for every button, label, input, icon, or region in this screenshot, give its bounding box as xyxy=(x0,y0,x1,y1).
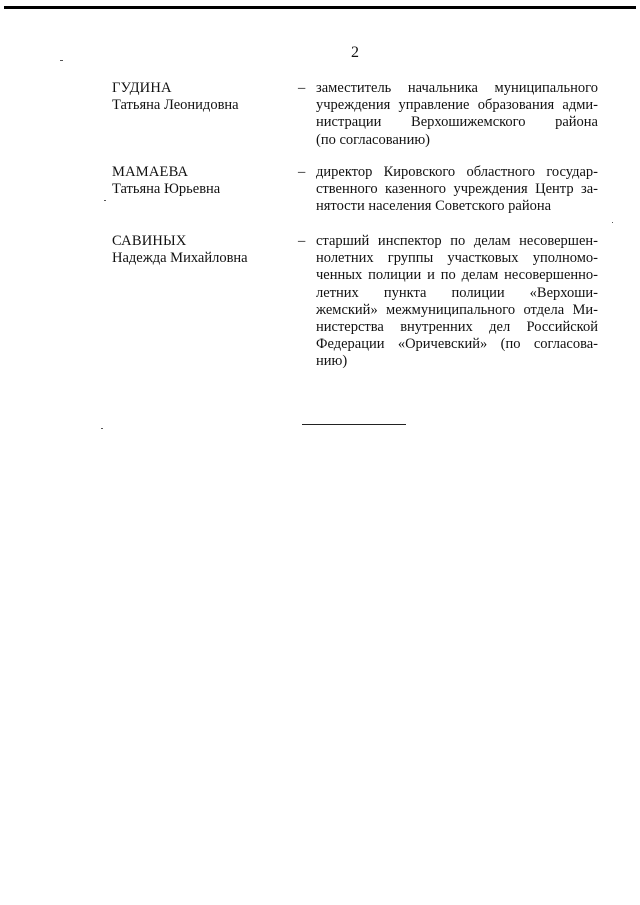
role-line: учреждения управление образования адми- xyxy=(316,97,598,114)
scan-speck xyxy=(612,222,613,223)
role-line: заместитель начальника муниципального xyxy=(316,80,598,96)
top-border-line xyxy=(4,6,636,9)
role-line: нистрации Верхошижемского района xyxy=(316,114,598,131)
role-line: (по согласованию) xyxy=(316,131,430,148)
entry-dash: – xyxy=(298,164,306,180)
scan-speck xyxy=(101,428,103,429)
member-given-names: Татьяна Леонидовна xyxy=(112,97,239,113)
scan-speck xyxy=(104,200,106,201)
role-line: директор Кировского областного государ- xyxy=(316,164,598,180)
end-separator-line xyxy=(302,424,406,425)
page-number: 2 xyxy=(351,44,359,61)
role-line: нятости населения Советского района xyxy=(316,198,552,215)
member-given-names: Татьяна Юрьевна xyxy=(112,181,221,197)
role-line: нию) xyxy=(316,353,348,370)
role-line: старший инспектор по делам несовершен- xyxy=(316,233,598,249)
entry-dash: – xyxy=(298,80,306,96)
member-surname: ГУДИНА xyxy=(112,80,172,96)
role-line: ственного казенного учреждения Центр за- xyxy=(316,181,598,198)
role-line: жемский» межмуниципального отдела Ми- xyxy=(316,301,598,318)
role-line: ченных полиции и по делам несовершенно- xyxy=(316,267,598,284)
member-name xyxy=(112,233,292,267)
member-role xyxy=(316,233,598,371)
member-role xyxy=(316,80,598,149)
member-name xyxy=(112,164,292,198)
member-surname: САВИНЫХ xyxy=(112,233,187,249)
role-line: нистерства внутренних дел Российской xyxy=(316,319,598,336)
member-given-names: Надежда Михайловна xyxy=(112,250,248,266)
entry-dash: – xyxy=(298,233,306,249)
role-line: летних пункта полиции «Верхоши- xyxy=(316,284,598,301)
member-role xyxy=(316,164,598,216)
role-line: нолетних группы участковых уполномо- xyxy=(316,250,598,267)
member-name xyxy=(112,80,292,114)
role-line: Федерации «Оричевский» (по согласова- xyxy=(316,336,598,353)
member-surname: МАМАЕВА xyxy=(112,164,189,180)
scan-speck xyxy=(60,60,63,61)
